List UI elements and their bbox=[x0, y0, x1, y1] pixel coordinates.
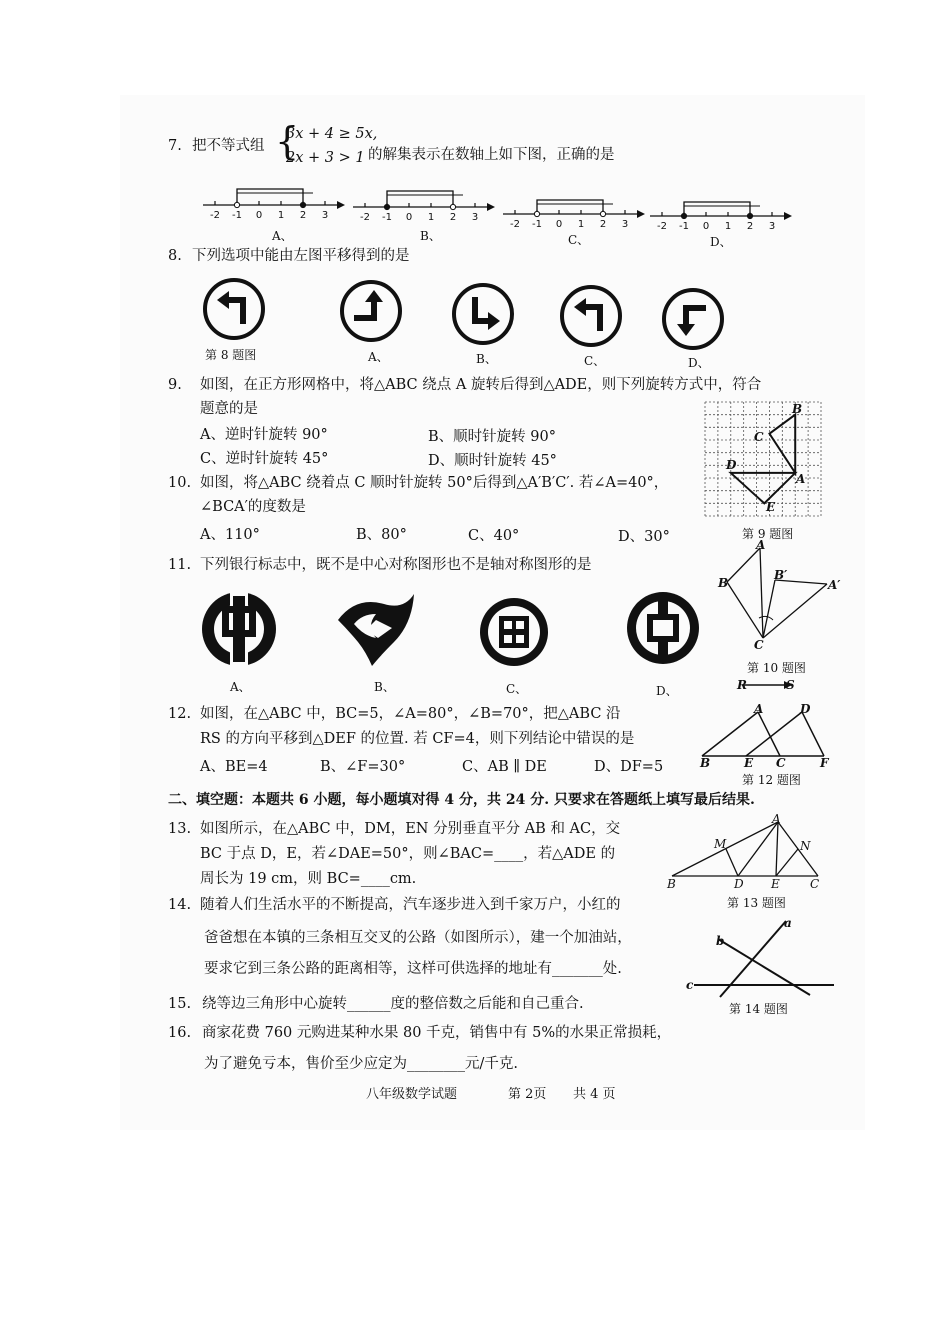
q10-option-b: B、80° bbox=[356, 527, 407, 543]
q13-label-a: A bbox=[772, 812, 781, 826]
section-2-heading: 二、填空题：本题共 6 小题，每小题填对得 4 分，共 24 分. 只要求在答题纸上填写最后结果. bbox=[168, 792, 755, 808]
q12-label-a: A bbox=[754, 702, 764, 716]
q7-axis-arrow bbox=[487, 203, 495, 211]
q12-label-e: E bbox=[744, 756, 754, 770]
q11-logo-c bbox=[478, 596, 550, 668]
q7-solution-bracket bbox=[237, 189, 303, 205]
q13-label-e: E bbox=[771, 877, 780, 891]
q13-label-d: D bbox=[734, 877, 744, 891]
q10-line-1: 如图，将△ABC 绕着点 C 顺时针旋转 50°后得到△A′B′C′. 若∠A=40°， bbox=[200, 475, 669, 491]
q11-option-b: B、 bbox=[374, 680, 395, 694]
q10-option-a: A、110° bbox=[200, 527, 260, 543]
q7-tick-label: 2 bbox=[299, 210, 307, 221]
q7-tick-label: 2 bbox=[449, 212, 457, 223]
q7-tick-label: 2 bbox=[599, 219, 607, 230]
q12-option-d: D、DF=5 bbox=[594, 759, 664, 775]
q11-number: 11. bbox=[168, 557, 192, 573]
q14-roads-figure bbox=[690, 915, 840, 1000]
q12-option-a: A、BE=4 bbox=[200, 759, 268, 775]
q12-label-s: S bbox=[786, 678, 795, 692]
q14-caption: 第 14 题图 bbox=[729, 1002, 788, 1016]
q7-tick-label: 2 bbox=[746, 221, 754, 232]
q8-option-b: B、 bbox=[476, 352, 497, 366]
q11-logo-d bbox=[625, 590, 701, 666]
footer-subject: 八年级数学试题 bbox=[366, 1087, 458, 1102]
q7-tick-label: 3 bbox=[768, 221, 776, 232]
q7-lead: 把不等式组 bbox=[192, 138, 265, 154]
q12-option-b: B、∠F=30° bbox=[320, 759, 406, 775]
q7-endpoint bbox=[681, 213, 686, 218]
q7-endpoint bbox=[234, 202, 239, 207]
q10-label-a-prime: A′ bbox=[828, 578, 841, 592]
q9-line-1: 如图，在正方形网格中，将△ABC 绕点 A 旋转后得到△ADE，则下列旋转方式中，符合 bbox=[200, 377, 762, 393]
footer-page: 第 2页 bbox=[508, 1087, 547, 1102]
q15-number: 15. bbox=[168, 996, 192, 1012]
q11-option-c: C、 bbox=[506, 682, 528, 696]
q12-translation-figure bbox=[700, 678, 830, 768]
q7-tick-label: -2 bbox=[657, 221, 667, 232]
q12-label-d: D bbox=[800, 702, 811, 716]
q7-tail: 的解集表示在数轴上如下图，正确的是 bbox=[368, 147, 615, 163]
q7-endpoint bbox=[300, 202, 305, 207]
q10-option-d: D、30° bbox=[618, 529, 670, 545]
q7-endpoint bbox=[450, 204, 455, 209]
q14-line-1: 随着人们生活水平的不断提高，汽车逐步进入到千家万户，小红的 bbox=[200, 897, 621, 913]
q12-label-c: C bbox=[776, 756, 786, 770]
q9-label-d: D bbox=[726, 458, 737, 472]
q7-tick-label: -1 bbox=[679, 221, 689, 232]
q13-line-1: 如图所示，在△ABC 中，DM，EN 分别垂直平分 AB 和 AC，交 bbox=[200, 821, 621, 837]
q9-label-a: A bbox=[796, 472, 806, 486]
q15-text: 绕等边三角形中心旋转______度的整倍数之后能和自己重合. bbox=[202, 996, 584, 1012]
q7-tick-label: -1 bbox=[232, 210, 242, 221]
q10-label-b-prime: B′ bbox=[774, 568, 788, 582]
q9-option-b: B、顺时针旋转 90° bbox=[428, 429, 556, 445]
q7-tick-label: -2 bbox=[210, 210, 220, 221]
q9-grid-figure bbox=[705, 402, 823, 518]
q11-option-a: A、 bbox=[230, 680, 251, 694]
q7-tick-label: 3 bbox=[321, 210, 329, 221]
q9-caption: 第 9 题图 bbox=[742, 527, 794, 541]
q7-endpoint bbox=[384, 204, 389, 209]
q9-option-a: A、逆时针旋转 90° bbox=[200, 427, 328, 443]
q12-line-1: 如图，在△ABC 中，BC=5，∠A=80°，∠B=70°，把△ABC 沿 bbox=[200, 706, 621, 722]
q7-tick-label: 0 bbox=[405, 212, 413, 223]
q9-label-b: B bbox=[792, 402, 803, 416]
q13-number: 13. bbox=[168, 821, 192, 837]
q10-option-c: C、40° bbox=[468, 528, 520, 544]
q9-label-c: C bbox=[754, 430, 764, 444]
q10-label-a: A bbox=[756, 538, 766, 552]
q11-option-d: D、 bbox=[656, 684, 678, 698]
q13-label-n: N bbox=[800, 839, 811, 853]
q11-text: 下列银行标志中，既不是中心对称图形也不是轴对称图形的是 bbox=[200, 557, 592, 573]
q7-tick-label: -2 bbox=[360, 212, 370, 223]
q7-brace: { bbox=[275, 119, 300, 163]
q7-axis-arrow bbox=[337, 201, 345, 209]
q7-tick-label: 1 bbox=[277, 210, 285, 221]
q7-tick-label: 1 bbox=[427, 212, 435, 223]
q7-number: 7. bbox=[168, 138, 182, 154]
q12-caption: 第 12 题图 bbox=[742, 773, 801, 787]
q7-tick-label: -1 bbox=[382, 212, 392, 223]
q9-triangle-ade bbox=[731, 473, 795, 503]
q7-tick-label: -1 bbox=[532, 219, 542, 230]
q12-label-b: B bbox=[700, 756, 711, 770]
q8-number: 8. bbox=[168, 248, 182, 264]
q8-option-c-sign bbox=[560, 285, 622, 347]
q11-logo-b bbox=[336, 590, 418, 670]
q7-tick-label: 0 bbox=[555, 219, 563, 230]
q7-tick-label: 3 bbox=[621, 219, 629, 230]
q7-tick-label: 0 bbox=[255, 210, 263, 221]
q10-number: 10. bbox=[168, 475, 192, 491]
q14-label-b: b bbox=[716, 934, 725, 948]
q7-tick-label: 0 bbox=[702, 221, 710, 232]
q7-option-c: C、 bbox=[568, 233, 590, 247]
q14-line-2: 爸爸想在本镇的三条相互交叉的公路（如图所示），建一个加油站， bbox=[204, 930, 632, 946]
q10-rotation-figure bbox=[715, 540, 845, 650]
q7-option-d: D、 bbox=[710, 235, 732, 249]
q8-option-d-sign bbox=[662, 288, 724, 350]
q7-endpoint bbox=[600, 211, 605, 216]
q10-caption: 第 10 题图 bbox=[747, 661, 806, 675]
q13-line-2: BC 于点 D，E，若∠DAE=50°，则∠BAC=____，若△ADE 的 bbox=[200, 846, 616, 862]
q7-solution-bracket bbox=[537, 200, 603, 214]
q10-label-c: C bbox=[754, 638, 764, 652]
q9-number: 9. bbox=[168, 377, 182, 393]
q8-option-b-sign bbox=[452, 283, 514, 345]
q12-line-2: RS 的方向平移到△DEF 的位置. 若 CF=4，则下列结论中错误的是 bbox=[200, 731, 635, 747]
q7-tick-label: 1 bbox=[577, 219, 585, 230]
q14-label-c: c bbox=[686, 978, 694, 992]
q16-line-1: 商家花费 760 元购进某种水果 80 千克，销售中有 5%的水果正常损耗， bbox=[202, 1025, 672, 1041]
q7-axis-arrow bbox=[637, 210, 645, 218]
q14-label-a: a bbox=[784, 916, 792, 930]
q13-label-b: B bbox=[667, 877, 676, 891]
footer-total: 共 4 页 bbox=[573, 1087, 616, 1102]
q13-label-m: M bbox=[714, 837, 727, 851]
q9-label-e: E bbox=[766, 500, 776, 514]
q13-caption: 第 13 题图 bbox=[727, 896, 786, 910]
q9-line-2: 题意的是 bbox=[200, 401, 258, 417]
q9-option-c: C、逆时针旋转 45° bbox=[200, 451, 329, 467]
q10-label-b: B bbox=[718, 576, 729, 590]
q7-tick-label: 1 bbox=[724, 221, 732, 232]
q14-number: 14. bbox=[168, 897, 192, 913]
q7-solution-bracket bbox=[387, 191, 453, 207]
q8-option-d: D、 bbox=[688, 356, 710, 370]
q7-option-b: B、 bbox=[420, 229, 441, 243]
q8-caption: 第 8 题图 bbox=[205, 348, 257, 362]
q11-logo-a bbox=[200, 590, 278, 668]
q7-number-lines bbox=[0, 0, 950, 260]
q7-axis-arrow bbox=[784, 212, 792, 220]
q7-endpoint bbox=[534, 211, 539, 216]
q7-solution-bracket bbox=[684, 202, 750, 216]
q16-number: 16. bbox=[168, 1025, 192, 1041]
q10-line-2: ∠BCA′的度数是 bbox=[200, 499, 306, 515]
q7-tick-label: 3 bbox=[471, 212, 479, 223]
q12-label-f: F bbox=[820, 756, 829, 770]
q7-inequality-1: 3x + 4 ≥ 5x, bbox=[286, 126, 378, 142]
q16-line-2: 为了避免亏本，售价至少应定为________元/千克. bbox=[204, 1056, 518, 1072]
q7-inequality-2: 2x + 3 > 1 bbox=[286, 150, 365, 166]
q9-option-d: D、顺时针旋转 45° bbox=[428, 453, 557, 469]
q8-figure-original bbox=[203, 278, 265, 340]
q7-option-a: A、 bbox=[272, 229, 293, 243]
q7-tick-label: -2 bbox=[510, 219, 520, 230]
q13-label-c: C bbox=[810, 877, 820, 891]
q14-line-3: 要求它到三条公路的距离相等，这样可供选择的地址有_______处. bbox=[204, 961, 622, 977]
q8-option-c: C、 bbox=[584, 354, 606, 368]
q12-option-c: C、AB ∥ DE bbox=[462, 759, 547, 775]
q8-text: 下列选项中能由左图平移得到的是 bbox=[192, 248, 410, 264]
q13-line-3: 周长为 19 cm，则 BC=____cm. bbox=[200, 871, 417, 887]
q8-option-a-sign bbox=[340, 280, 402, 342]
q12-number: 12. bbox=[168, 706, 192, 722]
q8-option-a: A、 bbox=[368, 350, 389, 364]
q12-label-r: R bbox=[737, 678, 747, 692]
q7-endpoint bbox=[747, 213, 752, 218]
